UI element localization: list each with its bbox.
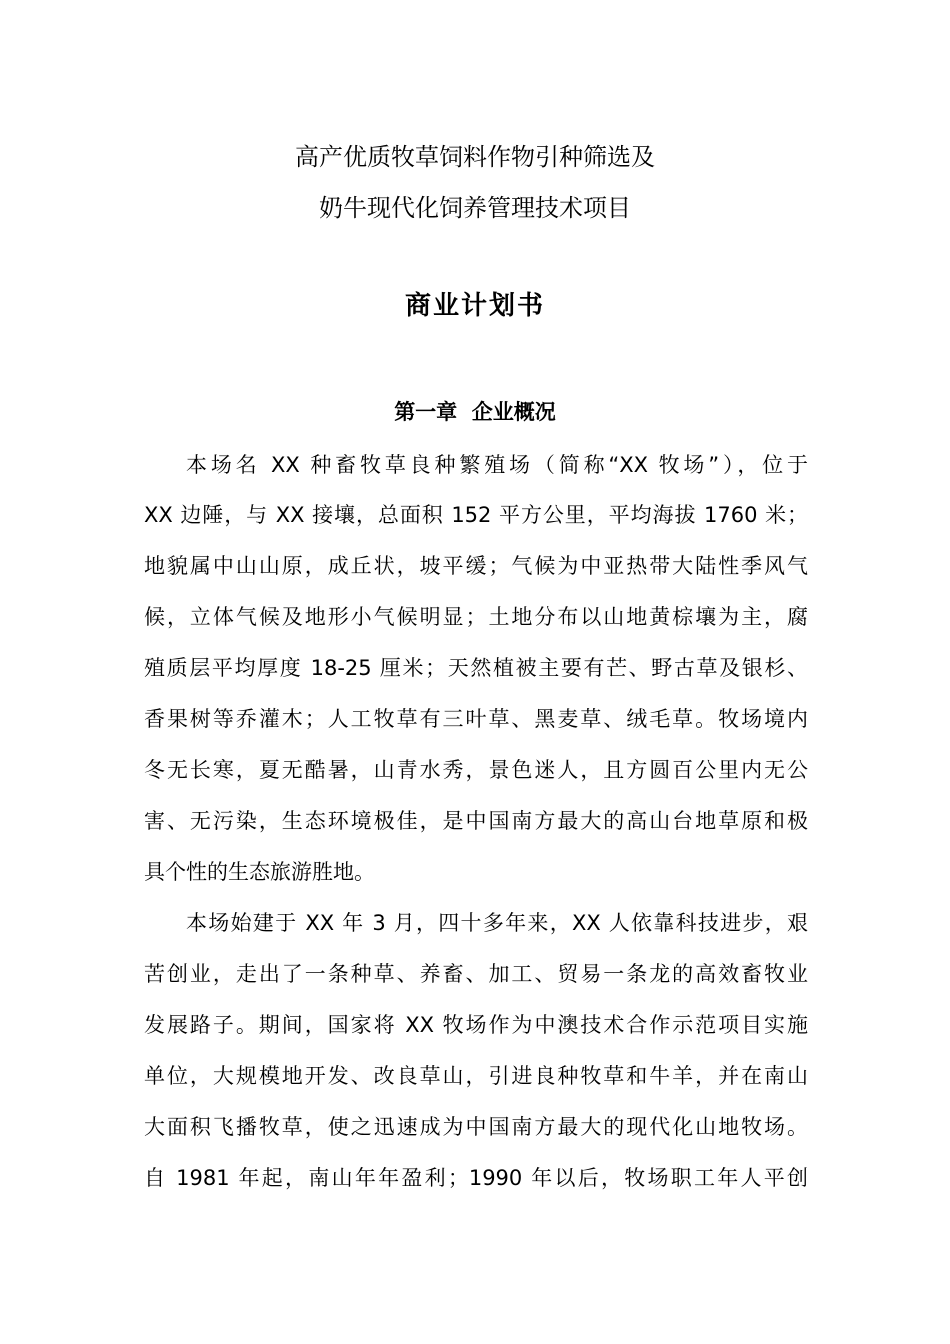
paragraph-1-line-9: 具个性的生态旅游胜地。 xyxy=(144,860,375,884)
paragraph-1-line-8: 害、无污染，生态环境极佳，是中国南方最大的高山台地草原和极 xyxy=(144,809,808,833)
paragraph-2-line-3: 发展路子。期间，国家将 XX 牧场作为中澳技术合作示范项目实施 xyxy=(144,1013,808,1037)
paragraph-2-line-2: 苦创业，走出了一条种草、养畜、加工、贸易一条龙的高效畜牧业 xyxy=(144,962,808,986)
paragraph-1-line-1: 本场名 XX 种畜牧草良种繁殖场（简称“XX 牧场”），位于 xyxy=(186,453,808,477)
paragraph-1-line-3: 地貌属中山山原，成丘状，坡平缓；气候为中亚热带大陆性季风气 xyxy=(144,554,808,578)
paragraph-1-line-6: 香果树等乔灌木；人工牧草有三叶草、黑麦草、绒毛草。牧场境内 xyxy=(144,707,808,731)
paragraph-2-line-1: 本场始建于 XX 年 3 月，四十多年来，XX 人依靠科技进步，艰 xyxy=(186,911,808,935)
paragraph-2-line-5: 大面积飞播牧草，使之迅速成为中国南方最大的现代化山地牧场。 xyxy=(144,1115,808,1139)
paragraph-1-line-2: XX 边陲，与 XX 接壤，总面积 152 平方公里，平均海拔 1760 米； xyxy=(144,503,808,527)
paragraph-2-line-6: 自 1981 年起，南山年年盈利；1990 年以后，牧场职工年人平创 xyxy=(144,1166,808,1190)
title-line-2: 奶牛现代化饲养管理技术项目 xyxy=(319,194,631,222)
paragraph-1-line-7: 冬无长寒，夏无酷暑，山青水秀，景色迷人，且方圆百公里内无公 xyxy=(144,758,808,782)
paragraph-2-line-4: 单位，大规模地开发、改良草山，引进良种牧草和牛羊，并在南山 xyxy=(144,1064,808,1088)
title-line-1: 高产优质牧草饲料作物引种筛选及 xyxy=(295,143,655,171)
chapter-heading: 第一章 企业概况 xyxy=(394,400,556,424)
paragraph-1-line-4: 候，立体气候及地形小气候明显；土地分布以山地黄棕壤为主，腐 xyxy=(144,605,808,629)
document-subtitle: 商业计划书 xyxy=(404,291,545,321)
paragraph-1-line-5: 殖质层平均厚度 18-25 厘米；天然植被主要有芒、野古草及银杉、 xyxy=(144,656,808,680)
